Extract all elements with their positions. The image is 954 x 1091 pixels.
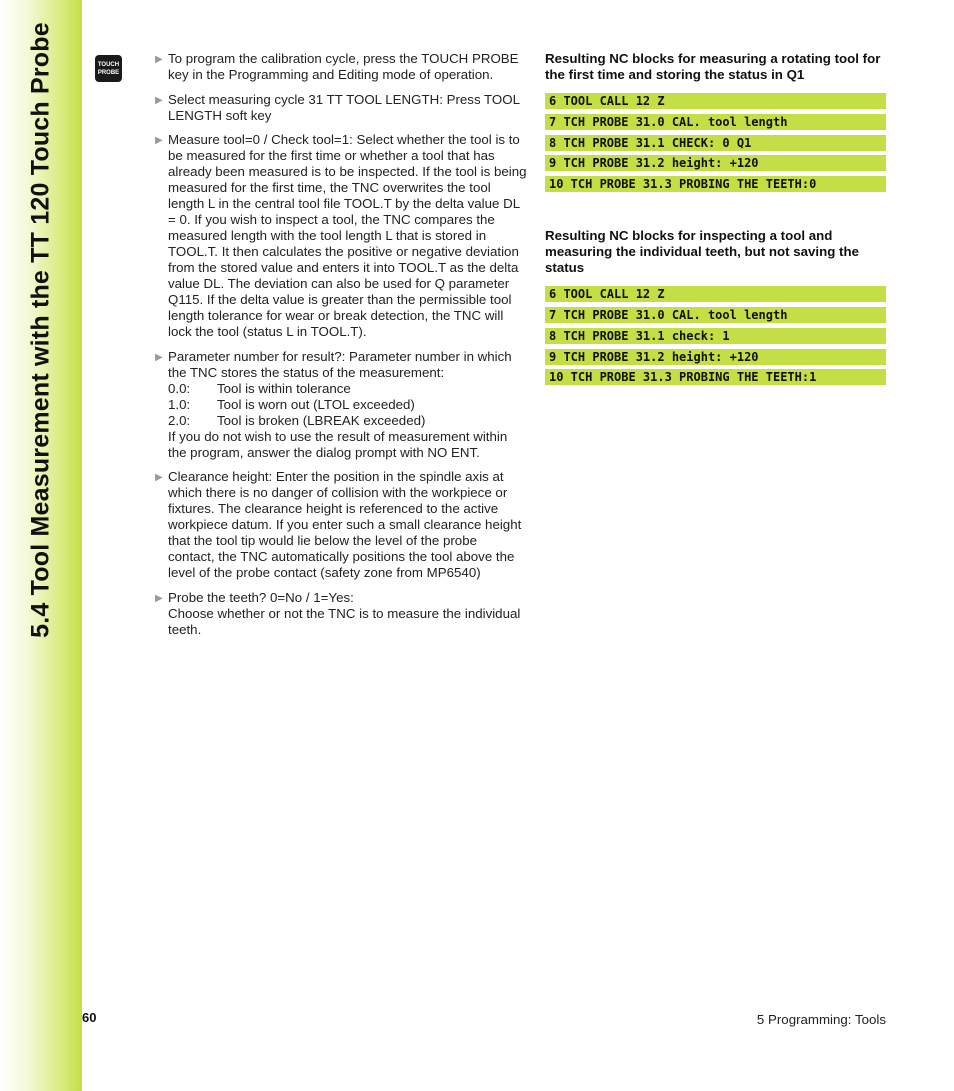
arrow-bullet-icon: ▶ bbox=[155, 54, 163, 65]
status-code-row bbox=[168, 381, 527, 397]
status-desc: Tool is worn out (LTOL exceeded) bbox=[217, 396, 415, 412]
instruction-item bbox=[155, 590, 527, 638]
nc-code-line: 9 TCH PROBE 31.2 height: +120 bbox=[545, 155, 886, 171]
touch-probe-key-icon bbox=[95, 55, 122, 82]
nc-examples-column bbox=[545, 51, 886, 390]
arrow-bullet-icon: ▶ bbox=[155, 94, 163, 106]
instructions-column bbox=[155, 51, 527, 646]
instruction-item bbox=[155, 92, 527, 124]
nc-block-title: Resulting NC blocks for inspecting a tool and measuring the individual teeth, but not saving the status bbox=[545, 228, 859, 276]
status-code: 0.0: bbox=[168, 380, 191, 396]
touch-key-line1: TOUCH bbox=[97, 61, 120, 68]
nc-code-line: 10 TCH PROBE 31.3 PROBING THE TEETH:1 bbox=[545, 369, 886, 385]
chapter-label: 5 Programming: Tools bbox=[756, 1012, 886, 1027]
nc-block-title: Resulting NC blocks for measuring a rotating tool for the first time and storing the status in Q1 bbox=[545, 51, 881, 82]
instruction-text: If you do not wish to use the result of measurement within the program, answer the dialog prompt with NO ENT. bbox=[168, 428, 508, 460]
status-code-row bbox=[168, 413, 527, 429]
touch-key-line2: PROBE bbox=[97, 69, 120, 76]
status-code: 2.0: bbox=[168, 412, 191, 428]
instruction-item bbox=[155, 132, 527, 340]
section-title: 5.4 Tool Measurement with the TT 120 Touch Probe bbox=[26, 22, 55, 638]
instruction-text: Probe the teeth? 0=No / 1=Yes: bbox=[168, 589, 354, 605]
status-desc: Tool is broken (LBREAK exceeded) bbox=[217, 412, 426, 428]
nc-code-line: 8 TCH PROBE 31.1 CHECK: 0 Q1 bbox=[545, 135, 886, 151]
nc-code-line: 8 TCH PROBE 31.1 check: 1 bbox=[545, 328, 886, 344]
instruction-item bbox=[155, 349, 527, 461]
page-number: 60 bbox=[82, 1010, 97, 1025]
nc-code-line: 7 TCH PROBE 31.0 CAL. tool length bbox=[545, 307, 886, 323]
status-desc: Tool is within tolerance bbox=[217, 380, 351, 396]
instruction-text: Clearance height: Enter the position in the spindle axis at which there is no danger of collision with the workpiece or fixtures. The clearance height is referenced to the active workpiece datum. If you enter such a small clearance height that the tool tip would lie below the level of the probe contact, the TNC automatically positions the tool above the level of the probe contact (safety zone from MP6540) bbox=[168, 469, 522, 580]
instruction-text: To program the calibration cycle, press the TOUCH PROBE key in the Programming and Editing mode of operation. bbox=[168, 51, 519, 82]
chapter-side-tab bbox=[0, 0, 82, 1091]
nc-code-line: 7 TCH PROBE 31.0 CAL. tool length bbox=[545, 114, 886, 130]
arrow-bullet-icon: ▶ bbox=[155, 472, 163, 483]
instruction-item bbox=[155, 469, 527, 581]
instruction-text: Choose whether or not the TNC is to measure the individual teeth. bbox=[168, 605, 521, 637]
arrow-bullet-icon: ▶ bbox=[155, 592, 163, 604]
arrow-bullet-icon: ▶ bbox=[155, 351, 163, 363]
instruction-text: Measure tool=0 / Check tool=1: Select whether the tool is to be measured for the first time or whether a tool that has already been measured is to be inspected. If the tool is being measured for the first time, the TNC overwrites the tool length L in the central tool file TOOL.T by the delta value DL = 0. If you wish to inspect a tool, the TNC compares the measured length with the tool length L that is stored in TOOL.T. It then calculates the positive or negative deviation from the stored value and enters it into TOOL.T as the delta value DL. The deviation can also be used for Q parameter Q115. If the delta value is greater than the permissible tool length tolerance for wear or break detection, the TNC will lock the tool (status L in TOOL.T). bbox=[168, 132, 527, 339]
status-code-row bbox=[168, 397, 527, 413]
nc-code-line: 6 TOOL CALL 12 Z bbox=[545, 286, 886, 302]
nc-code-line: 6 TOOL CALL 12 Z bbox=[545, 93, 886, 109]
instruction-text: Select measuring cycle 31 TT TOOL LENGTH: Press TOOL LENGTH soft key bbox=[168, 91, 520, 123]
nc-code-line: 9 TCH PROBE 31.2 height: +120 bbox=[545, 349, 886, 365]
instruction-text: Parameter number for result?: Parameter number in which the TNC stores the status of the measurement: bbox=[168, 348, 512, 380]
arrow-bullet-icon: ▶ bbox=[155, 135, 163, 146]
status-code: 1.0: bbox=[168, 396, 191, 412]
instruction-item bbox=[155, 51, 527, 83]
nc-code-line: 10 TCH PROBE 31.3 PROBING THE TEETH:0 bbox=[545, 176, 886, 192]
